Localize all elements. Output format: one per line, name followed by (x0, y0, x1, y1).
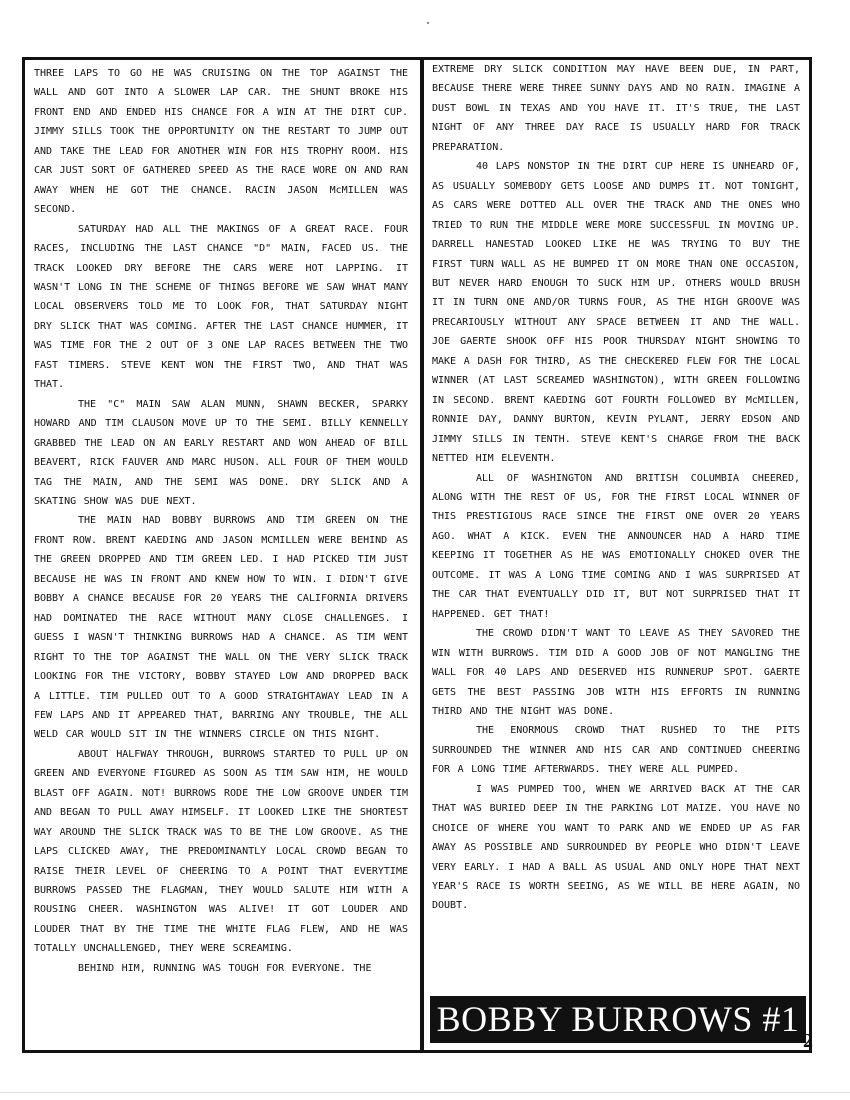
scan-speck (427, 22, 429, 24)
paragraph: ALL OF WASHINGTON AND BRITISH COLUMBIA CHEERED, ALONG WITH THE REST OF US, FOR THE FIRST LOCAL WINNER OF THIS PRESTIGIOUS RACE SINCE THE FIRST ONE OVER 20 YEARS AGO. WHAT A KICK. EVEN THE ANNOUNCER HAD A HARD TIME KEEPING IT TOGETHER AS HE WAS EMOTIONALLY CHOKED OVER THE OUTCOME. IT WAS A LONG TIME COMING AND I WAS SURPRISED AT THE CAR THAT EVENTUALLY DID IT, BUT NOT SURPRISED THAT IT HAPPENED. GET THAT! (432, 472, 800, 620)
column-divider (420, 57, 424, 1053)
paragraph: THE CROWD DIDN'T WANT TO LEAVE AS THEY SAVORED THE WIN WITH BURROWS. TIM DID A GOOD JOB OF NOT MANGLING THE WALL FOR 40 LAPS AND DESERVED HIS RUNNERUP SPOT. GAERTE GETS THE BEST PASSING JOB WITH HIS EFFORTS IN RUNNING THIRD AND THE NIGHT WAS DONE. (432, 628, 800, 717)
paragraph: THREE LAPS TO GO HE WAS CRUISING ON THE TOP AGAINST THE WALL AND GOT INTO A SLOWER LAP CAR. THE SHUNT BROKE HIS FRONT END AND ENDED HIS CHANCE FOR A WIN AT THE DIRT CUP. JIMMY SILLS TOOK THE OPPORTUNITY ON THE RESTART TO JUMP OUT AND TAKE THE LEAD FOR ANOTHER WIN FOR HIS TROPHY ROOM. HIS CAR JUST SORT OF GATHERED SPEED AS THE RACE WORE ON AND RAN AWAY WHEN HE GOT THE CHANCE. RACIN JASON McMILLEN WAS SECOND. (34, 68, 408, 216)
paragraph: 40 LAPS NONSTOP IN THE DIRT CUP HERE IS UNHEARD OF, AS USUALLY SOMEBODY GETS LOOSE AND DUMPS IT. NOT TONIGHT, AS CARS WERE DOTTED ALL OVER THE TRACK AND THE ONES WHO TRIED TO RUN THE MIDDLE WERE MORE SUCCESSFUL IN MOVING UP. DARRELL HANESTAD LOOKED LIKE HE WAS TRYING TO BUY THE FIRST TURN WALL AS HE BUMPED IT ON MORE THAN ONE OCCASION, BUT NEVER HARD ENOUGH TO SUCK HIM UP. OTHERS WOULD BRUSH IT IN TURN ONE AND/OR TURNS FOUR, AS THE HIGH GROOVE WAS PRECARIOUSLY WITHOUT ANY SPACE BETWEEN IT AND THE WALL. JOE GAERTE SHOOK OFF HIS POOR THURSDAY NIGHT SHOWING TO MAKE A DASH FOR THIRD, AS THE CHECKERED FLEW FOR THE LOCAL WINNER (AT LAST SCREAMED WASHINGTON), WITH GREEN FOLLOWING IN SECOND. BRENT KAEDING GOT FOURTH FOLLOWED BY McMILLEN, RONNIE DAY, DANNY BURTON, KEVIN PYLANT, JERRY EDSON AND JIMMY SILLS IN TENTH. STEVE KENT'S CHARGE FROM THE BACK NETTED HIM ELEVENTH. (432, 161, 800, 465)
paragraph: I WAS PUMPED TOO, WHEN WE ARRIVED BACK AT THE CAR THAT WAS BURIED DEEP IN THE PARKING LOT MAIZE. YOU HAVE NO CHOICE OF WHERE YOU WANT TO PARK AND WE ENDED UP AS FAR AWAY AS POSSIBLE AND SURROUNDED BY PEOPLE WHO DIDN'T LEAVE VERY EARLY. I HAD A BALL AS USUAL AND ONLY HOPE THAT NEXT YEAR'S RACE IS WORTH SEEING, AS WE WILL BE HERE AGAIN, NO DOUBT. (432, 783, 800, 912)
left-column (34, 58, 408, 978)
paragraph: ABOUT HALFWAY THROUGH, BURROWS STARTED TO PULL UP ON GREEN AND EVERYONE FIGURED AS SOON AS TIM SAW HIM, HE WOULD BLAST OFF AGAIN. NOT! BURROWS RODE THE LOW GROOVE UNDER TIM AND BEGAN TO PULL AWAY HIMSELF. IT LOOKED LIKE THE SHORTEST WAY AROUND THE SLICK TRACK WAS TO BE THE LOW GROOVE. AS THE LAPS CLICKED AWAY, THE PREDOMINANTLY LOCAL CROWD BEGAN TO RAISE THEIR LEVEL OF CHEERING TO A POINT THAT EVERYTIME BURROWS PASSED THE FLAGMAN, THEY WOULD SALUTE HIM WITH A ROUSING CHEER. WASHINGTON WAS ALIVE! IT GOT LOUDER AND LOUDER THAT BY THE TIME THE WHITE FLAG FLEW, AND HE WAS TOTALLY UNCHALLENGED, THEY WERE SCREAMING. (34, 748, 408, 955)
paragraph: THE "C" MAIN SAW ALAN MUNN, SHAWN BECKER, SPARKY HOWARD AND TIM CLAUSON MOVE UP TO THE SEMI. BILLY KENNELLY GRABBED THE LEAD ON AN EARLY RESTART AND WON AHEAD OF BILL BEAVERT, RICK FAUVER AND MARC HUSON. ALL FOUR OF THEM WOULD TAG THE MAIN, AND THE SEMI WAS DONE. DRY SLICK AND A SKATING SHOW WAS DUE NEXT. (34, 398, 408, 507)
paragraph: EXTREME DRY SLICK CONDITION MAY HAVE BEEN DUE, IN PART, BECAUSE THERE WERE THREE SUNNY DAYS AND NO RAIN. IMAGINE A DUST BOWL IN TEXAS AND YOU HAVE IT. IT'S TRUE, THE LAST NIGHT OF ANY THREE DAY RACE IS USUALLY HARD FOR TRACK PREPARATION. (432, 64, 800, 153)
scan-edge-line (0, 1092, 850, 1093)
page-number: 2 (803, 1030, 813, 1052)
paragraph: SATURDAY HAD ALL THE MAKINGS OF A GREAT RACE. FOUR RACES, INCLUDING THE LAST CHANCE "D" MAIN, FACED US. THE TRACK LOOKED DRY BEFORE THE CARS WERE HOT LAPPING. IT WASN'T LONG IN THE SCHEME OF THINGS BEFORE WE SAW WHAT MANY LOCAL OBSERVERS TOLD ME TO LOOK FOR, THAT SATURDAY NIGHT DRY SLICK THAT WAS COMING. AFTER THE LAST CHANCE HUMMER, IT WAS TIME FOR THE 2 OUT OF 3 ONE LAP RACES BETWEEN THE TWO FAST TIMERS. STEVE KENT WON THE FIRST TWO, AND THAT WAS THAT. (34, 223, 408, 391)
paragraph: BEHIND HIM, RUNNING WAS TOUGH FOR EVERYONE. THE (78, 962, 372, 974)
paragraph: THE MAIN HAD BOBBY BURROWS AND TIM GREEN ON THE FRONT ROW. BRENT KAEDING AND JASON MCMILLEN WERE BEHIND AS THE GREEN DROPPED AND TIM GREEN LED. I HAD PICKED TIM JUST BECAUSE HE WAS IN FRONT AND KNEW HOW TO WIN. I DIDN'T GIVE BOBBY A CHANCE BECAUSE FOR 20 YEARS THE CALIFORNIA DRIVERS HAD DOMINATED THE RACE WITHOUT MANY CLOSE CHALLENGES. I GUESS I WASN'T THINKING BURROWS HAD A CHANCE. AS TIM WENT RIGHT TO THE TOP AGAINST THE WALL ON THE VERY SLICK TRACK LOOKING FOR THE VICTORY, BOBBY STAYED LOW AND DROPPED BACK A LITTLE. TIM PULLED OUT TO A GOOD STRAIGHTAWAY LEAD IN A FEW LAPS AND IT APPEARED THAT, BARRING ANY TROUBLE, THE ALL WELD CAR WOULD SIT IN THE WINNERS CIRCLE ON THIS NIGHT. (34, 515, 408, 741)
right-column (432, 58, 800, 916)
title-banner: BOBBY BURROWS #1 (430, 996, 806, 1043)
paragraph: THE ENORMOUS CROWD THAT RUSHED TO THE PITS SURROUNDED THE WINNER AND HIS CAR AND CONTINUED CHEERING FOR A LONG TIME AFTERWARDS. THEY WERE ALL PUMPED. (432, 725, 800, 776)
